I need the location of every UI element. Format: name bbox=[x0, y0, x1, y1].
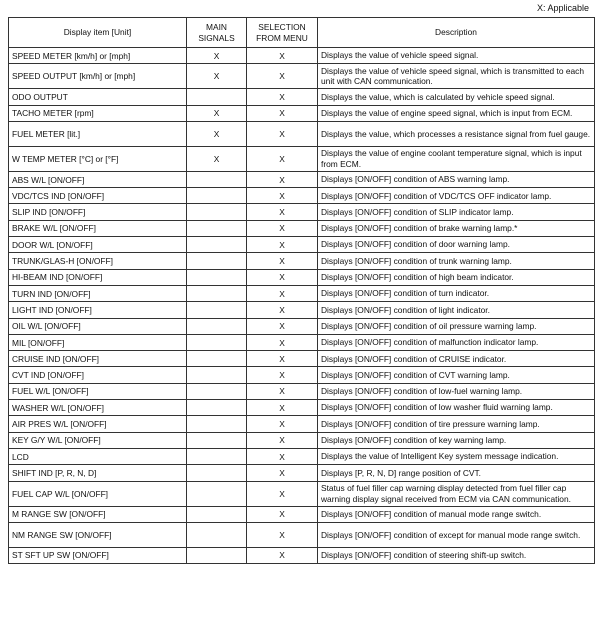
description-cell: Displays [ON/OFF] condition of except for manual mode range switch. bbox=[318, 522, 595, 547]
display-items-table bbox=[8, 17, 595, 564]
description-cell: Displays [ON/OFF] condition of door warning lamp. bbox=[318, 237, 595, 253]
selection-cell: X bbox=[247, 121, 318, 146]
selection-cell: X bbox=[247, 432, 318, 448]
display-item-cell: LIGHT IND [ON/OFF] bbox=[9, 302, 187, 318]
selection-cell: X bbox=[247, 237, 318, 253]
description-cell: Displays [ON/OFF] condition of trunk warning lamp. bbox=[318, 253, 595, 269]
selection-cell: X bbox=[247, 302, 318, 318]
main-signals-cell bbox=[187, 285, 247, 301]
description-cell: Displays [ON/OFF] condition of turn indicator. bbox=[318, 285, 595, 301]
header-display-item: Display item [Unit] bbox=[9, 18, 187, 48]
description-cell: Displays [ON/OFF] condition of low-fuel warning lamp. bbox=[318, 383, 595, 399]
table-row bbox=[9, 48, 595, 64]
table-row bbox=[9, 481, 595, 506]
selection-cell: X bbox=[247, 64, 318, 89]
main-signals-cell bbox=[187, 188, 247, 204]
main-signals-cell bbox=[187, 448, 247, 464]
header-selection-line1: SELECTION bbox=[258, 21, 306, 32]
description-cell: Displays [ON/OFF] condition of manual mode range switch. bbox=[318, 506, 595, 522]
main-signals-cell bbox=[187, 383, 247, 399]
main-signals-cell bbox=[187, 334, 247, 350]
header-description: Description bbox=[318, 18, 595, 48]
display-item-cell: TRUNK/GLAS-H [ON/OFF] bbox=[9, 253, 187, 269]
display-item-cell: VDC/TCS IND [ON/OFF] bbox=[9, 188, 187, 204]
table-body bbox=[9, 48, 595, 564]
table-row bbox=[9, 448, 595, 464]
display-item-cell: CVT IND [ON/OFF] bbox=[9, 367, 187, 383]
selection-cell: X bbox=[247, 220, 318, 236]
header-main-line1: MAIN bbox=[206, 21, 227, 32]
selection-cell: X bbox=[247, 285, 318, 301]
display-item-cell: BRAKE W/L [ON/OFF] bbox=[9, 220, 187, 236]
description-cell: Displays the value of engine coolant temperature signal, which is input from ECM. bbox=[318, 146, 595, 171]
display-item-cell: SHIFT IND [P, R, N, D] bbox=[9, 465, 187, 481]
display-item-cell: SLIP IND [ON/OFF] bbox=[9, 204, 187, 220]
main-signals-cell bbox=[187, 367, 247, 383]
main-signals-cell bbox=[187, 253, 247, 269]
header-selection-from-menu bbox=[247, 18, 318, 48]
main-signals-cell bbox=[187, 465, 247, 481]
selection-cell: X bbox=[247, 522, 318, 547]
description-cell: Displays [ON/OFF] condition of SLIP indicator lamp. bbox=[318, 204, 595, 220]
table-row bbox=[9, 285, 595, 301]
description-cell: Displays [ON/OFF] condition of steering shift-up switch. bbox=[318, 547, 595, 563]
header-selection-line2: FROM MENU bbox=[256, 32, 308, 43]
description-cell: Displays the value, which processes a resistance signal from fuel gauge. bbox=[318, 121, 595, 146]
table-row bbox=[9, 269, 595, 285]
main-signals-cell bbox=[187, 204, 247, 220]
selection-cell: X bbox=[247, 188, 318, 204]
table-row bbox=[9, 220, 595, 236]
description-cell: Displays [ON/OFF] condition of tire pressure warning lamp. bbox=[318, 416, 595, 432]
table-header bbox=[9, 18, 595, 48]
selection-cell: X bbox=[247, 146, 318, 171]
selection-cell: X bbox=[247, 48, 318, 64]
selection-cell: X bbox=[247, 506, 318, 522]
display-item-cell: NM RANGE SW [ON/OFF] bbox=[9, 522, 187, 547]
description-cell: Displays the value of Intelligent Key system message indication. bbox=[318, 448, 595, 464]
table-row bbox=[9, 318, 595, 334]
display-item-cell: FUEL CAP W/L [ON/OFF] bbox=[9, 481, 187, 506]
selection-cell: X bbox=[247, 465, 318, 481]
display-item-cell: HI-BEAM IND [ON/OFF] bbox=[9, 269, 187, 285]
display-item-cell: ST SFT UP SW [ON/OFF] bbox=[9, 547, 187, 563]
table-row bbox=[9, 171, 595, 187]
display-item-cell: SPEED METER [km/h] or [mph] bbox=[9, 48, 187, 64]
table-row bbox=[9, 89, 595, 105]
selection-cell: X bbox=[247, 334, 318, 350]
main-signals-cell bbox=[187, 318, 247, 334]
description-cell: Displays [ON/OFF] condition of VDC/TCS OFF indicator lamp. bbox=[318, 188, 595, 204]
table-row bbox=[9, 105, 595, 121]
main-signals-cell bbox=[187, 522, 247, 547]
header-main-signals bbox=[187, 18, 247, 48]
table-row bbox=[9, 522, 595, 547]
description-cell: Displays the value of vehicle speed signal. bbox=[318, 48, 595, 64]
selection-cell: X bbox=[247, 547, 318, 563]
table-row bbox=[9, 367, 595, 383]
description-cell: Displays [ON/OFF] condition of high beam indicator. bbox=[318, 269, 595, 285]
description-cell: Displays [ON/OFF] condition of CVT warning lamp. bbox=[318, 367, 595, 383]
main-signals-cell bbox=[187, 351, 247, 367]
main-signals-cell: X bbox=[187, 64, 247, 89]
display-item-cell: LCD bbox=[9, 448, 187, 464]
display-item-cell: M RANGE SW [ON/OFF] bbox=[9, 506, 187, 522]
table-row bbox=[9, 506, 595, 522]
table-row bbox=[9, 400, 595, 416]
selection-cell: X bbox=[247, 253, 318, 269]
table-row bbox=[9, 383, 595, 399]
selection-cell: X bbox=[247, 351, 318, 367]
display-item-cell: W TEMP METER [°C] or [°F] bbox=[9, 146, 187, 171]
display-item-cell: TACHO METER [rpm] bbox=[9, 105, 187, 121]
display-item-cell: ODO OUTPUT bbox=[9, 89, 187, 105]
table-row bbox=[9, 188, 595, 204]
description-cell: Displays [ON/OFF] condition of oil pressure warning lamp. bbox=[318, 318, 595, 334]
description-cell: Displays the value of engine speed signal, which is input from ECM. bbox=[318, 105, 595, 121]
main-signals-cell bbox=[187, 269, 247, 285]
display-item-cell: CRUISE IND [ON/OFF] bbox=[9, 351, 187, 367]
selection-cell: X bbox=[247, 383, 318, 399]
main-signals-cell bbox=[187, 547, 247, 563]
description-cell: Displays [ON/OFF] condition of CRUISE indicator. bbox=[318, 351, 595, 367]
description-cell: Displays the value, which is calculated by vehicle speed signal. bbox=[318, 89, 595, 105]
table-row bbox=[9, 547, 595, 563]
table-row bbox=[9, 146, 595, 171]
table-row bbox=[9, 432, 595, 448]
display-item-cell: TURN IND [ON/OFF] bbox=[9, 285, 187, 301]
main-signals-cell: X bbox=[187, 121, 247, 146]
main-signals-cell bbox=[187, 237, 247, 253]
selection-cell: X bbox=[247, 367, 318, 383]
display-item-cell: SPEED OUTPUT [km/h] or [mph] bbox=[9, 64, 187, 89]
table-row bbox=[9, 237, 595, 253]
display-item-cell: WASHER W/L [ON/OFF] bbox=[9, 400, 187, 416]
table-row bbox=[9, 465, 595, 481]
header-main-line2: SIGNALS bbox=[198, 32, 235, 43]
selection-cell: X bbox=[247, 400, 318, 416]
selection-cell: X bbox=[247, 89, 318, 105]
table-row bbox=[9, 351, 595, 367]
display-item-cell: KEY G/Y W/L [ON/OFF] bbox=[9, 432, 187, 448]
description-cell: Displays [ON/OFF] condition of light indicator. bbox=[318, 302, 595, 318]
selection-cell: X bbox=[247, 481, 318, 506]
selection-cell: X bbox=[247, 171, 318, 187]
display-item-cell: MIL [ON/OFF] bbox=[9, 334, 187, 350]
display-item-cell: DOOR W/L [ON/OFF] bbox=[9, 237, 187, 253]
main-signals-cell bbox=[187, 506, 247, 522]
selection-cell: X bbox=[247, 318, 318, 334]
table-row bbox=[9, 204, 595, 220]
display-item-cell: FUEL METER [lit.] bbox=[9, 121, 187, 146]
description-cell: Status of fuel filler cap warning display detected from fuel filler cap warning display signal received from ECM via CAN communication. bbox=[318, 481, 595, 506]
main-signals-cell bbox=[187, 302, 247, 318]
table-row bbox=[9, 253, 595, 269]
main-signals-cell bbox=[187, 171, 247, 187]
display-item-cell: FUEL W/L [ON/OFF] bbox=[9, 383, 187, 399]
table-row bbox=[9, 416, 595, 432]
main-signals-cell: X bbox=[187, 105, 247, 121]
description-cell: Displays [P, R, N, D] range position of CVT. bbox=[318, 465, 595, 481]
description-cell: Displays [ON/OFF] condition of low washer fluid warning lamp. bbox=[318, 400, 595, 416]
selection-cell: X bbox=[247, 105, 318, 121]
main-signals-cell bbox=[187, 400, 247, 416]
main-signals-cell: X bbox=[187, 48, 247, 64]
display-item-cell: AIR PRES W/L [ON/OFF] bbox=[9, 416, 187, 432]
selection-cell: X bbox=[247, 204, 318, 220]
table-row bbox=[9, 302, 595, 318]
selection-cell: X bbox=[247, 448, 318, 464]
main-signals-cell bbox=[187, 89, 247, 105]
table-row bbox=[9, 64, 595, 89]
table-row bbox=[9, 334, 595, 350]
display-item-cell: OIL W/L [ON/OFF] bbox=[9, 318, 187, 334]
table-row bbox=[9, 121, 595, 146]
description-cell: Displays [ON/OFF] condition of malfunction indicator lamp. bbox=[318, 334, 595, 350]
main-signals-cell bbox=[187, 220, 247, 236]
main-signals-cell: X bbox=[187, 146, 247, 171]
selection-cell: X bbox=[247, 269, 318, 285]
description-cell: Displays [ON/OFF] condition of ABS warning lamp. bbox=[318, 171, 595, 187]
description-cell: Displays [ON/OFF] condition of key warning lamp. bbox=[318, 432, 595, 448]
description-cell: Displays [ON/OFF] condition of brake warning lamp.* bbox=[318, 220, 595, 236]
main-signals-cell bbox=[187, 416, 247, 432]
description-cell: Displays the value of vehicle speed signal, which is transmitted to each unit with CAN communication. bbox=[318, 64, 595, 89]
selection-cell: X bbox=[247, 416, 318, 432]
main-signals-cell bbox=[187, 432, 247, 448]
display-item-cell: ABS W/L [ON/OFF] bbox=[9, 171, 187, 187]
main-signals-cell bbox=[187, 481, 247, 506]
applicable-legend: X: Applicable bbox=[536, 3, 589, 13]
